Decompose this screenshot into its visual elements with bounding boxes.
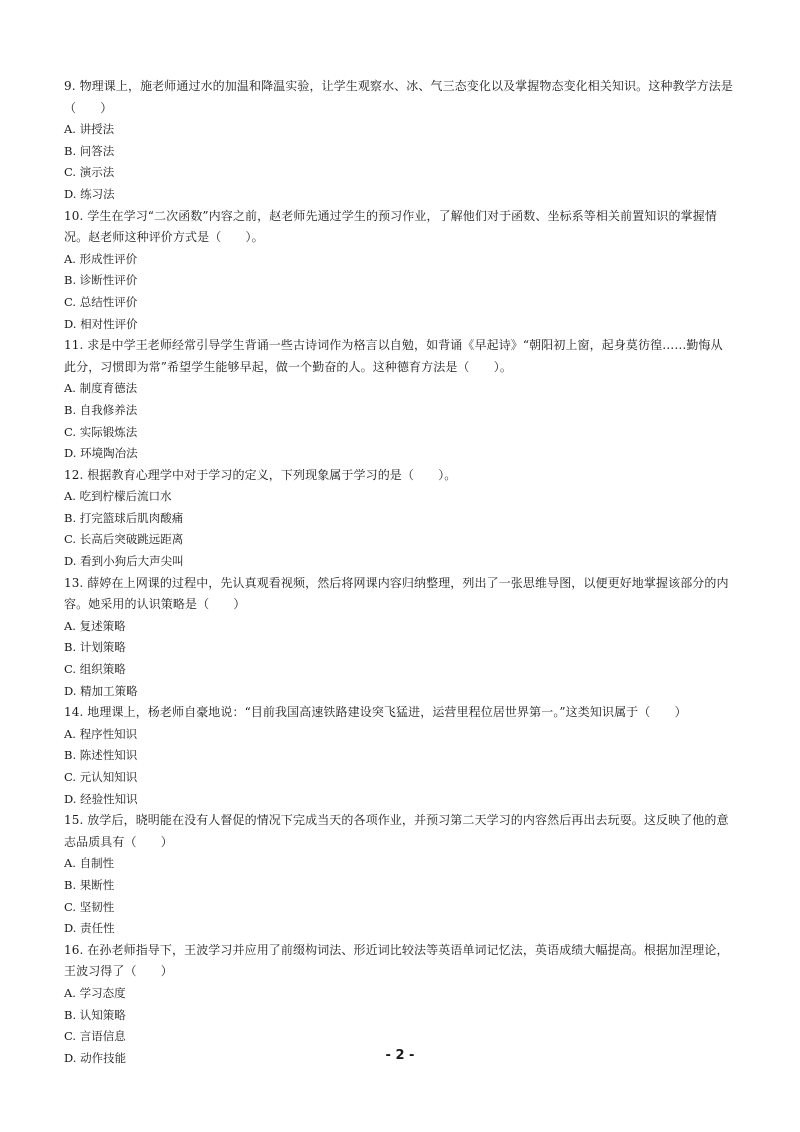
question-block xyxy=(64,573,734,703)
answer-option: A. 吃到柠檬后流口水 xyxy=(64,489,172,504)
question-stem: 11. 求是中学王老师经常引导学生背诵一些古诗词作为格言以自勉，如背诵《早起诗》“朝阳初上窗，起身莫彷徨……勤悔从此分，习惯即为常”希望学生能够早起，做一个勤奋的人。这种德育方法是（ ）。 xyxy=(64,338,723,374)
answer-option: B. 陈述性知识 xyxy=(64,748,138,763)
answer-option: D. 相对性评价 xyxy=(64,316,138,331)
question-block xyxy=(64,702,734,810)
answer-option: A. 复述策略 xyxy=(64,618,126,633)
question-stem: 16. 在孙老师指导下，王波学习并应用了前缀构词法、形近词比较法等英语单词记忆法，英语成绩大幅提高。根据加涅理论，王波习得了（ ） xyxy=(64,942,729,979)
question-stem: 9. 物理课上，施老师通过水的加温和降温实验，让学生观察水、冰、气三态变化以及掌握物态变化相关知识。这种教学方法是（ ） xyxy=(64,79,733,115)
answer-option: A. 制度育德法 xyxy=(64,381,138,396)
answer-option: C. 坚韧性 xyxy=(64,899,115,914)
answer-option: D. 动作技能 xyxy=(64,1050,127,1065)
answer-option: B. 果断性 xyxy=(64,877,115,892)
answer-option: B. 自我修养法 xyxy=(64,402,138,417)
answer-option: D. 精加工策略 xyxy=(64,683,138,698)
question-stem: 13. 薛婷在上网课的过程中，先认真观看视频，然后将网课内容归纳整理，列出了一张思维导图，以便更好地掌握该部分的内容。她采用的认识策略是（ ） xyxy=(64,575,729,612)
answer-option: A. 讲授法 xyxy=(64,122,115,137)
answer-option: C. 演示法 xyxy=(64,165,115,180)
answer-option: D. 责任性 xyxy=(64,921,115,936)
answer-option: B. 打完篮球后肌肉酸痛 xyxy=(64,510,184,525)
answer-option: B. 计划策略 xyxy=(64,640,126,655)
answer-option: D. 环境陶冶法 xyxy=(64,446,138,461)
answer-option: C. 元认知知识 xyxy=(64,770,138,784)
answer-option: C. 组织策略 xyxy=(64,662,126,677)
question-stem: 12. 根据教育心理学中对于学习的定义，下列现象属于学习的是（ ）。 xyxy=(64,467,457,482)
answer-option: A. 自制性 xyxy=(64,856,115,871)
question-stem: 15. 放学后，晓明能在没有人督促的情况下完成当天的各项作业，并预习第二天学习的内容然后再出去玩耍。这反映了他的意志品质具有（ ） xyxy=(64,813,729,849)
question-stem: 10. 学生在学习“二次函数”内容之前，赵老师先通过学生的预习作业，了解他们对于函数、坐标系等相关前置知识的掌握情况。赵老师这种评价方式是（ ）。 xyxy=(64,208,717,245)
answer-option: C. 总结性评价 xyxy=(64,294,138,309)
answer-option: D. 经验性知识 xyxy=(64,791,138,806)
answer-option: B. 问答法 xyxy=(64,143,115,158)
question-stem: 14. 地理课上，杨老师自豪地说：“目前我国高速铁路建设突飞猛进，运营里程位居世界第一。”这类知识属于（ ） xyxy=(64,705,687,720)
question-list xyxy=(64,76,734,1069)
question-block xyxy=(64,76,734,206)
answer-option: D. 练习法 xyxy=(64,186,115,201)
answer-option: A. 学习态度 xyxy=(64,985,126,1000)
answer-option: D. 看到小狗后大声尖叫 xyxy=(64,554,184,569)
answer-option: A. 形成性评价 xyxy=(64,251,138,266)
answer-option: C. 长高后突破跳远距离 xyxy=(64,532,184,547)
question-block xyxy=(64,810,734,940)
question-block xyxy=(64,465,734,573)
answer-option: A. 程序性知识 xyxy=(64,726,138,741)
answer-option: B. 诊断性评价 xyxy=(64,273,138,288)
answer-option: C. 言语信息 xyxy=(64,1029,126,1044)
answer-option: B. 认知策略 xyxy=(64,1007,126,1022)
question-block xyxy=(64,206,734,336)
page-number: - 2 - xyxy=(385,1048,415,1063)
answer-option: C. 实际锻炼法 xyxy=(64,424,138,439)
question-block xyxy=(64,335,734,465)
